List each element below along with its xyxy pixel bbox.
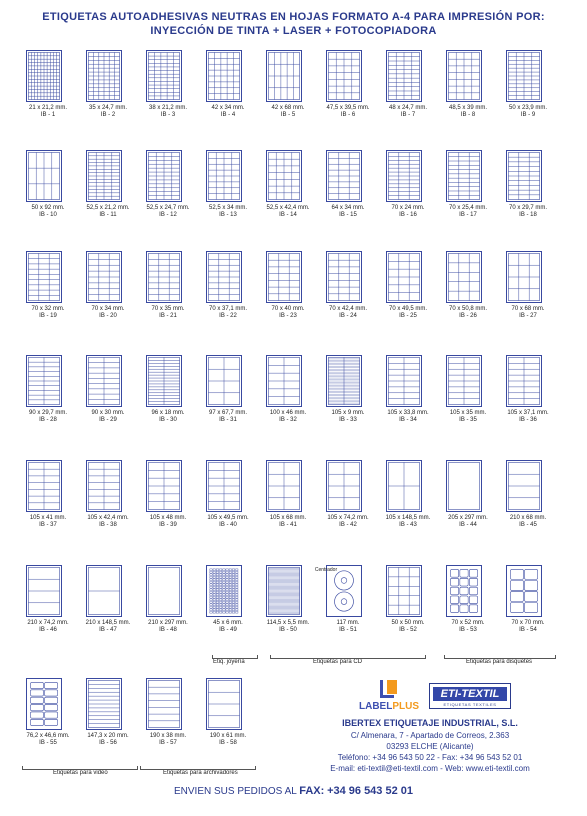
label-code: IB - 58 [219, 740, 237, 746]
footer-order-line [0, 785, 587, 797]
label-code: IB - 31 [219, 417, 237, 423]
sheet-diagram [506, 460, 542, 512]
sheet-diagram [146, 565, 182, 617]
sheet-layout-graphic [507, 151, 541, 201]
label-size: 70 x 35 mm. [151, 306, 185, 312]
sheet-diagram [446, 565, 482, 617]
label-size: 210 x 68 mm. [509, 515, 547, 521]
sheet-diagram [266, 251, 302, 303]
sheet-diagram [326, 150, 362, 202]
label-code: IB - 24 [339, 313, 357, 319]
sheet-diagram [206, 460, 242, 512]
sheet-diagram [386, 150, 422, 202]
label-size: 205 x 297 mm. [448, 515, 488, 521]
label-size: 190 x 61 mm. [209, 733, 247, 739]
label-code: IB - 45 [519, 522, 537, 528]
sheet-diagram [146, 50, 182, 102]
sheet-diagram [386, 50, 422, 102]
label-code: IB - 42 [339, 522, 357, 528]
label-size: 105 x 9 mm. [331, 410, 365, 416]
footer-fax-label: FAX: [299, 785, 325, 797]
label-size: 90 x 29,7 mm. [28, 410, 67, 416]
cd-centrador-note: Centrador [314, 567, 338, 573]
label-code: IB - 40 [219, 522, 237, 528]
label-code: IB - 28 [39, 417, 57, 423]
footer-prefix: ENVIEN SUS PEDIDOS AL [173, 786, 297, 797]
label-size: 105 x 37,1 mm. [507, 410, 549, 416]
label-size: 190 x 38 mm. [149, 733, 187, 739]
labelplus-logo-text: LABELPLUS [358, 701, 419, 712]
sheet-layout-graphic [327, 151, 361, 201]
label-code: IB - 44 [459, 522, 477, 528]
label-size: 52,5 x 21,2 mm. [86, 205, 130, 211]
sheet-layout-graphic [507, 356, 541, 406]
etitextil-logo-text: ETI-TEXTIL [433, 687, 507, 701]
label-code: IB - 56 [99, 740, 117, 746]
sheet-layout-graphic [267, 51, 301, 101]
label-code: IB - 53 [459, 627, 477, 633]
label-size: 210 x 74,2 mm. [27, 620, 69, 626]
sheet-layout-graphic [387, 51, 421, 101]
label-code: IB - 39 [159, 522, 177, 528]
label-code: IB - 57 [159, 740, 177, 746]
sheet-diagram [446, 460, 482, 512]
label-size: 100 x 46 mm. [269, 410, 307, 416]
label-code: IB - 11 [99, 212, 117, 218]
label-code: IB - 20 [99, 313, 117, 319]
sheet-layout-graphic [147, 679, 181, 729]
sheet-diagram [26, 565, 62, 617]
sheet-layout-graphic [87, 151, 121, 201]
company-address: C/ Almenara, 7 - Apartado de Correos, 2.363 [350, 731, 510, 740]
sheet-layout-graphic [387, 461, 421, 511]
label-size: 48 x 24,7 mm. [388, 105, 427, 111]
sheet-diagram [146, 678, 182, 730]
label-code: IB - 1 [40, 112, 56, 118]
sheet-diagram [326, 251, 362, 303]
label-size: 70 x 70 mm. [511, 620, 545, 626]
sheet-diagram [386, 565, 422, 617]
sheet-diagram [446, 355, 482, 407]
sheet-diagram [266, 50, 302, 102]
label-code: IB - 23 [279, 313, 297, 319]
label-size: 70 x 32 mm. [31, 306, 65, 312]
sheet-layout-graphic [447, 566, 481, 616]
bracket-archivadores [140, 766, 256, 770]
sheet-diagram [146, 460, 182, 512]
sheet-diagram [86, 150, 122, 202]
label-code: IB - 35 [459, 417, 477, 423]
label-code: IB - 50 [279, 627, 297, 633]
group-label-video: Etiquetas para video [53, 770, 108, 776]
sheet-layout-graphic [207, 566, 241, 616]
sheet-layout-graphic [387, 252, 421, 302]
sheet-layout-graphic [447, 356, 481, 406]
company-name: IBERTEX ETIQUETAJE INDUSTRIAL, S.L. [342, 718, 518, 728]
label-size: 50 x 23,9 mm. [508, 105, 547, 111]
label-code: IB - 19 [39, 313, 57, 319]
label-size: 38 x 21,2 mm. [148, 105, 187, 111]
header-line-2: INYECCIÓN DE TINTA + LASER + FOTOCOPIADORA [150, 25, 437, 37]
sheet-layout-graphic [507, 566, 541, 616]
label-code: IB - 5 [280, 112, 296, 118]
label-code: IB - 15 [339, 212, 357, 218]
sheet-diagram [26, 460, 62, 512]
label-size: 105 x 35 mm. [449, 410, 487, 416]
group-label-cd: Etiquetas para CD [313, 659, 363, 665]
sheet-diagram [326, 460, 362, 512]
sheet-layout-graphic [87, 566, 121, 616]
sheet-layout-graphic [267, 151, 301, 201]
label-size: 105 x 148,5 mm. [385, 515, 431, 521]
group-label-joyeria: Etiq. joyería [213, 659, 245, 665]
sheet-diagram [206, 150, 242, 202]
sheet-layout-graphic [147, 356, 181, 406]
label-code: IB - 4 [220, 112, 236, 118]
label-size: 42 x 68 mm. [271, 105, 305, 111]
sheet-layout-graphic [327, 51, 361, 101]
label-size: 64 x 34 mm. [331, 205, 365, 211]
label-size: 105 x 49,5 mm. [207, 515, 249, 521]
label-code: IB - 7 [400, 112, 416, 118]
label-code: IB - 52 [399, 627, 417, 633]
sheet-layout-graphic [447, 51, 481, 101]
label-code: IB - 2 [100, 112, 116, 118]
sheet-layout-graphic [207, 679, 241, 729]
sheet-layout-graphic [327, 252, 361, 302]
sheet-layout-graphic [507, 461, 541, 511]
sheet-layout-graphic [387, 566, 421, 616]
label-size: 114,5 x 5,5 mm. [266, 620, 310, 626]
label-size: 70 x 34 mm. [91, 306, 125, 312]
label-code: IB - 46 [39, 627, 57, 633]
sheet-diagram [206, 355, 242, 407]
sheet-diagram [446, 50, 482, 102]
sheet-diagram [86, 50, 122, 102]
sheet-diagram [506, 150, 542, 202]
label-code: IB - 36 [519, 417, 537, 423]
sheet-diagram [86, 460, 122, 512]
sheet-diagram [206, 678, 242, 730]
sheet-layout-graphic [147, 566, 181, 616]
sheet-layout-graphic [27, 566, 61, 616]
header-line-1: ETIQUETAS AUTOADHESIVAS NEUTRAS EN HOJAS FORMATO A-4 PARA IMPRESIÓN POR: [42, 11, 545, 23]
label-size: 52,5 x 42,4 mm. [266, 205, 310, 211]
label-size: 70 x 40 mm. [271, 306, 305, 312]
sheet-layout-graphic [387, 151, 421, 201]
sheet-diagram [86, 251, 122, 303]
sheet-layout-graphic [87, 51, 121, 101]
group-label-archivadores: Etiquetas para archivadores [163, 770, 238, 776]
etitextil-logo-subtitle: ETIQUETAS TEXTILES [443, 702, 497, 707]
sheet-diagram [206, 251, 242, 303]
label-size: 70 x 37,1 mm. [208, 306, 247, 312]
labelplus-logo [357, 680, 421, 714]
label-size: 70 x 50,8 mm. [448, 306, 487, 312]
sheet-layout-graphic [147, 461, 181, 511]
sheet-diagram [386, 355, 422, 407]
sheet-layout-graphic [27, 461, 61, 511]
label-size: 52,5 x 24,7 mm. [146, 205, 190, 211]
sheet-layout-graphic [147, 252, 181, 302]
sheet-diagram [146, 150, 182, 202]
label-size: 70 x 52 mm. [451, 620, 485, 626]
label-code: IB - 38 [99, 522, 117, 528]
company-city: 03293 ELCHE (Alicante) [386, 742, 474, 751]
sheet-layout-graphic [267, 461, 301, 511]
sheet-layout-graphic [267, 252, 301, 302]
sheet-layout-graphic [447, 461, 481, 511]
sheet-diagram [386, 251, 422, 303]
label-size: 70 x 25,4 mm. [448, 205, 487, 211]
sheet-diagram [206, 50, 242, 102]
labelplus-logo-mark [380, 680, 394, 698]
label-code: IB - 17 [459, 212, 477, 218]
label-code: IB - 32 [279, 417, 297, 423]
label-code: IB - 22 [219, 313, 237, 319]
etitextil-logo [429, 683, 511, 709]
sheet-diagram [266, 150, 302, 202]
sheet-layout-graphic [207, 356, 241, 406]
label-code: IB - 3 [160, 112, 176, 118]
sheet-layout-graphic [267, 566, 301, 616]
label-size: 76,2 x 46,6 mm. [26, 733, 70, 739]
sheet-layout-graphic [327, 356, 361, 406]
label-code: IB - 37 [39, 522, 57, 528]
label-size: 105 x 74,2 mm. [327, 515, 369, 521]
sheet-diagram [506, 50, 542, 102]
label-size: 105 x 41 mm. [29, 515, 67, 521]
sheet-layout-graphic [447, 252, 481, 302]
label-code: IB - 55 [39, 740, 57, 746]
label-code: IB - 16 [399, 212, 417, 218]
bracket-disquetes [444, 655, 556, 659]
sheet-layout-graphic [87, 679, 121, 729]
sheet-layout-graphic [207, 51, 241, 101]
label-size: 70 x 68 mm. [511, 306, 545, 312]
label-size: 35 x 24,7 mm. [88, 105, 127, 111]
label-size: 96 x 18 mm. [151, 410, 185, 416]
sheet-diagram [266, 460, 302, 512]
sheet-diagram [266, 355, 302, 407]
sheet-diagram [86, 565, 122, 617]
label-code: IB - 9 [520, 112, 536, 118]
company-phones: Teléfono: +34 96 543 50 22 - Fax: +34 96 543 52 01 [337, 753, 523, 762]
label-size: 50 x 50 mm. [391, 620, 425, 626]
sheet-diagram [206, 565, 242, 617]
label-size: 45 x 6 mm. [213, 620, 243, 626]
sheet-layout-graphic [267, 356, 301, 406]
label-size: 70 x 29,7 mm. [508, 205, 547, 211]
label-code: IB - 21 [159, 313, 177, 319]
label-code: IB - 34 [399, 417, 417, 423]
label-code: IB - 43 [399, 522, 417, 528]
footer-fax-number: +34 96 543 52 01 [327, 785, 414, 797]
bracket-video [22, 766, 138, 770]
label-code: IB - 6 [340, 112, 356, 118]
sheet-diagram [26, 150, 62, 202]
sheet-diagram [86, 355, 122, 407]
sheet-diagram [326, 50, 362, 102]
sheet-diagram [146, 251, 182, 303]
bracket-cd [270, 655, 426, 659]
label-code: IB - 12 [159, 212, 177, 218]
label-code: IB - 54 [519, 627, 537, 633]
label-code: IB - 48 [159, 627, 177, 633]
sheet-layout-graphic [387, 356, 421, 406]
label-code: IB - 29 [99, 417, 117, 423]
sheet-layout-graphic [87, 461, 121, 511]
label-size: 70 x 24 mm. [391, 205, 425, 211]
sheet-layout-graphic [27, 356, 61, 406]
label-size: 48,5 x 39 mm. [448, 105, 487, 111]
label-code: IB - 18 [519, 212, 537, 218]
sheet-layout-graphic [507, 51, 541, 101]
sheet-layout-graphic [207, 461, 241, 511]
sheet-diagram [26, 251, 62, 303]
sheet-layout-graphic [147, 151, 181, 201]
label-size: 21 x 21,2 mm. [28, 105, 67, 111]
sheet-layout-graphic [147, 51, 181, 101]
label-size: 117 mm. [336, 620, 360, 626]
label-size: 210 x 148,5 mm. [85, 620, 131, 626]
label-code: IB - 51 [339, 627, 357, 633]
label-code: IB - 41 [279, 522, 297, 528]
label-size: 70 x 42,4 mm. [328, 306, 367, 312]
label-size: 90 x 30 mm. [91, 410, 125, 416]
sheet-diagram [506, 355, 542, 407]
label-code: IB - 30 [159, 417, 177, 423]
label-size: 70 x 49,5 mm. [388, 306, 427, 312]
label-size: 147,3 x 20 mm. [87, 733, 129, 739]
label-size: 47,5 x 39,5 mm. [326, 105, 370, 111]
label-code: IB - 25 [399, 313, 417, 319]
label-size: 105 x 68 mm. [269, 515, 307, 521]
sheet-layout-graphic [207, 252, 241, 302]
label-code: IB - 47 [99, 627, 117, 633]
label-code: IB - 33 [339, 417, 357, 423]
group-label-disquetes: Etiquetas para disquetes [466, 659, 533, 665]
sheet-diagram [506, 251, 542, 303]
sheet-diagram [386, 460, 422, 512]
sheet-layout-graphic [27, 679, 61, 729]
sheet-diagram [266, 565, 302, 617]
sheet-layout-graphic [27, 51, 61, 101]
label-size: 52,5 x 34 mm. [208, 205, 247, 211]
label-code: IB - 14 [279, 212, 297, 218]
sheet-diagram [26, 678, 62, 730]
label-code: IB - 49 [219, 627, 237, 633]
sheet-diagram [326, 355, 362, 407]
sheet-diagram [26, 50, 62, 102]
label-size: 50 x 92 mm. [31, 205, 65, 211]
label-code: IB - 26 [459, 313, 477, 319]
bracket-joyeria [212, 655, 258, 659]
sheet-diagram [26, 355, 62, 407]
sheet-layout-graphic [87, 356, 121, 406]
label-code: IB - 27 [519, 313, 537, 319]
sheet-layout-graphic [507, 252, 541, 302]
label-size: 105 x 33,8 mm. [387, 410, 429, 416]
company-web: E-mail: eti-textil@eti-textil.com - Web: www.eti-textil.com [330, 764, 530, 773]
sheet-layout-graphic [207, 151, 241, 201]
label-size: 97 x 67,7 mm. [208, 410, 247, 416]
sheet-layout-graphic [447, 151, 481, 201]
sheet-layout-graphic [27, 252, 61, 302]
label-size: 105 x 42,4 mm. [87, 515, 129, 521]
sheet-layout-graphic [27, 151, 61, 201]
sheet-diagram [446, 251, 482, 303]
sheet-diagram [506, 565, 542, 617]
sheet-diagram [146, 355, 182, 407]
sheet-diagram [446, 150, 482, 202]
label-code: IB - 13 [219, 212, 237, 218]
label-size: 105 x 48 mm. [149, 515, 187, 521]
sheet-diagram [86, 678, 122, 730]
label-size: 210 x 297 mm. [148, 620, 188, 626]
label-size: 42 x 34 mm. [211, 105, 245, 111]
sheet-layout-graphic [327, 461, 361, 511]
sheet-layout-graphic [87, 252, 121, 302]
label-code: IB - 8 [460, 112, 476, 118]
label-code: IB - 10 [39, 212, 57, 218]
